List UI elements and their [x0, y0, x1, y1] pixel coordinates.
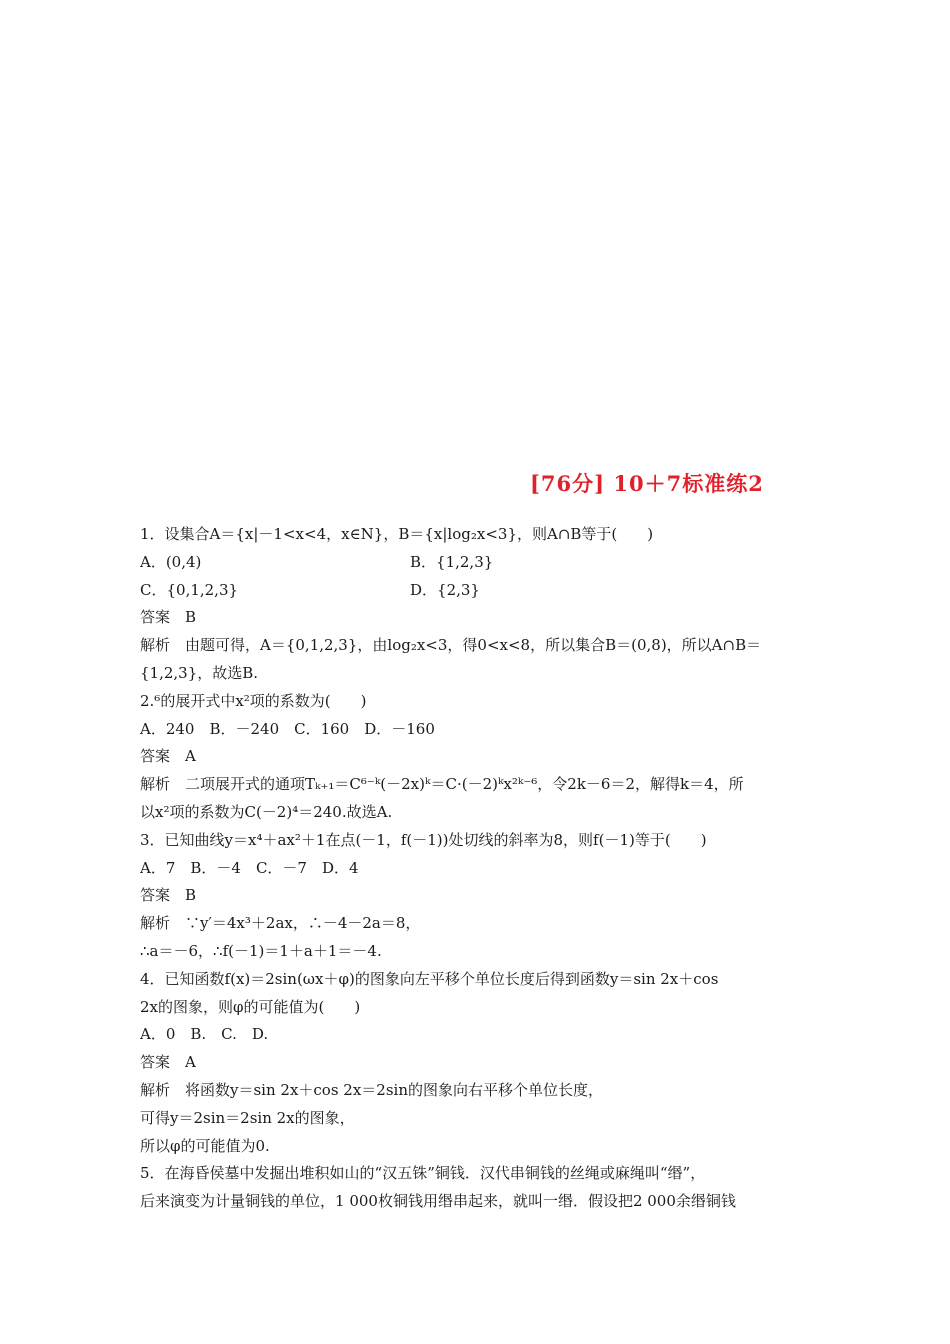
q2-stem: 2.⁶的展开式中x²项的系数为( ) — [140, 691, 367, 710]
q1-stem: 1．设集合A＝{x|－1<x<4，x∈N}，B＝{x|log₂x<3}，则A∩B等于( ) — [140, 525, 654, 543]
q1-option-a: A．(0,4) — [140, 552, 202, 571]
q4-analysis-line-3: 所以φ的可能值为0. — [140, 1136, 270, 1155]
q5-stem-line-1: 5．在海昏侯墓中发掘出堆积如山的“汉五铢”铜钱．汉代串铜钱的丝绳或麻绳叫“缗”， — [140, 1164, 706, 1183]
q2-options: A．240 B．－240 C．160 D．－160 — [140, 719, 435, 738]
page-title: [76分] 10＋7标准练2 — [530, 471, 764, 496]
q1-options-row-1 — [140, 549, 815, 577]
q4-answer: 答案 A — [140, 1053, 196, 1072]
q5-stem-line-2: 后来演变为计量铜钱的单位，1 000枚铜钱用缗串起来，就叫一缗．假设把2 000余缗铜钱 — [140, 1192, 736, 1211]
question-list — [140, 521, 815, 1216]
q3-answer: 答案 B — [140, 886, 197, 905]
q1-option-d: D．{2,3} — [410, 580, 480, 599]
q1-option-b: B．{1,2,3} — [410, 552, 494, 571]
q3-analysis-line-1: 解析 ∵y′＝4x³＋2ax，∴－4－2a＝8， — [140, 914, 421, 933]
q1-analysis-line-2: {1,2,3}，故选B. — [140, 663, 259, 682]
q1-option-c: C．{0,1,2,3} — [140, 580, 239, 599]
q2-analysis-line-1: 解析 二项展开式的通项Tₖ₊₁＝C⁶⁻ᵏ(－2x)ᵏ＝C·(－2)ᵏx²ᵏ⁻⁶，令2k－6＝2，解得k＝4，所 — [140, 775, 744, 794]
q4-analysis-line-1: 解析 将函数y＝sin 2x＋cos 2x＝2sin的图象向右平移个单位长度， — [140, 1080, 604, 1099]
q1-answer: 答案 B — [140, 608, 197, 627]
q3-stem: 3．已知曲线y＝x⁴＋ax²＋1在点(－1，f(－1))处切线的斜率为8，则f(－1)等于( ) — [140, 830, 707, 849]
q1-analysis-line-1: 解析 由题可得，A＝{0,1,2,3}，由log₂x<3，得0<x<8，所以集合B＝(0,8)，所以A∩B＝ — [140, 636, 762, 655]
q4-stem-line-2: 2x的图象，则φ的可能值为( ) — [140, 997, 361, 1016]
q2-analysis-line-2: 以x²项的系数为C(－2)⁴＝240.故选A. — [140, 802, 393, 821]
q3-analysis-line-2: ∴a＝－6，∴f(－1)＝1＋a＋1＝－4. — [140, 941, 382, 960]
q4-analysis-line-2: 可得y＝2sin＝2sin 2x的图象， — [140, 1108, 355, 1127]
q4-stem-line-1: 4．已知函数f(x)＝2sin(ωx＋φ)的图象向左平移个单位长度后得到函数y＝sin 2x＋cos — [140, 969, 719, 988]
q1-options-row-2 — [140, 577, 815, 605]
q4-options: A．0 B. C. D. — [140, 1025, 269, 1044]
q3-options: A．7 B．－4 C．－7 D．4 — [140, 858, 359, 877]
q2-answer: 答案 A — [140, 747, 196, 766]
